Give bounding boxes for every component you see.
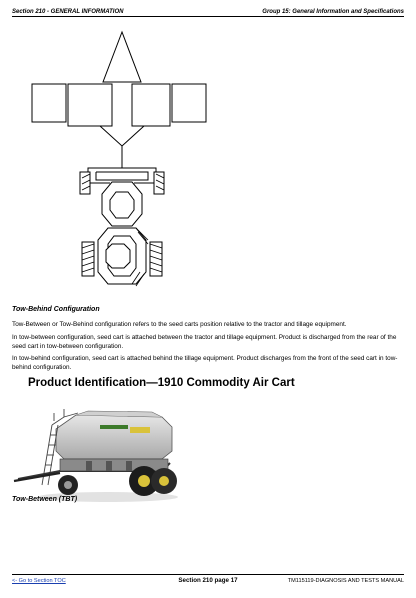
- tractor-hitch-bar: [88, 168, 156, 180]
- header-divider: [12, 16, 404, 17]
- paragraph-tow-configuration: Tow-Between or Tow-Behind configuration refers to the seed carts position relative to the tractor and tillage equipment.: [12, 321, 347, 328]
- implement-center-left: [68, 84, 112, 126]
- page-header: [12, 9, 404, 21]
- header-section-title: Section 210 - GENERAL INFORMATION: [12, 9, 124, 15]
- hitch-triangle: [103, 32, 141, 82]
- figure-caption-tow-behind: Tow-Behind Configuration: [12, 306, 100, 313]
- section-toc-link[interactable]: <- Go to Section TOC: [12, 578, 66, 584]
- drawbar-frame: [100, 126, 144, 146]
- manual-id: TM115119-DIAGNOSIS AND TESTS MANUAL: [287, 578, 404, 584]
- footer-divider: [12, 574, 404, 575]
- figure-caption-tow-between: Tow-Between (TBT): [12, 496, 78, 503]
- tractor-front-tire-left: [80, 172, 90, 194]
- paragraph-tow-behind: In tow-behind configuration, seed cart is attached behind the tillage equipment. Product discharges from the front of the seed cart in tow-behind configuration.: [12, 355, 398, 371]
- header-group-title: Group 15: General Information and Specifications: [262, 9, 404, 15]
- implement-center-right: [132, 84, 170, 126]
- tow-behind-diagram: [12, 22, 212, 302]
- implement-right-wing: [172, 84, 206, 122]
- section-heading: Product Identification—1910 Commodity Air Cart: [28, 377, 295, 389]
- paragraph-tow-between: In tow-between configuration, seed cart is attached between the tractor and tillage equipment. Product is discharged from the rear of the seed cart in tow-between configuration.: [12, 334, 397, 350]
- page-number: Section 210 page 17: [178, 577, 238, 584]
- implement-left-wing: [32, 84, 66, 122]
